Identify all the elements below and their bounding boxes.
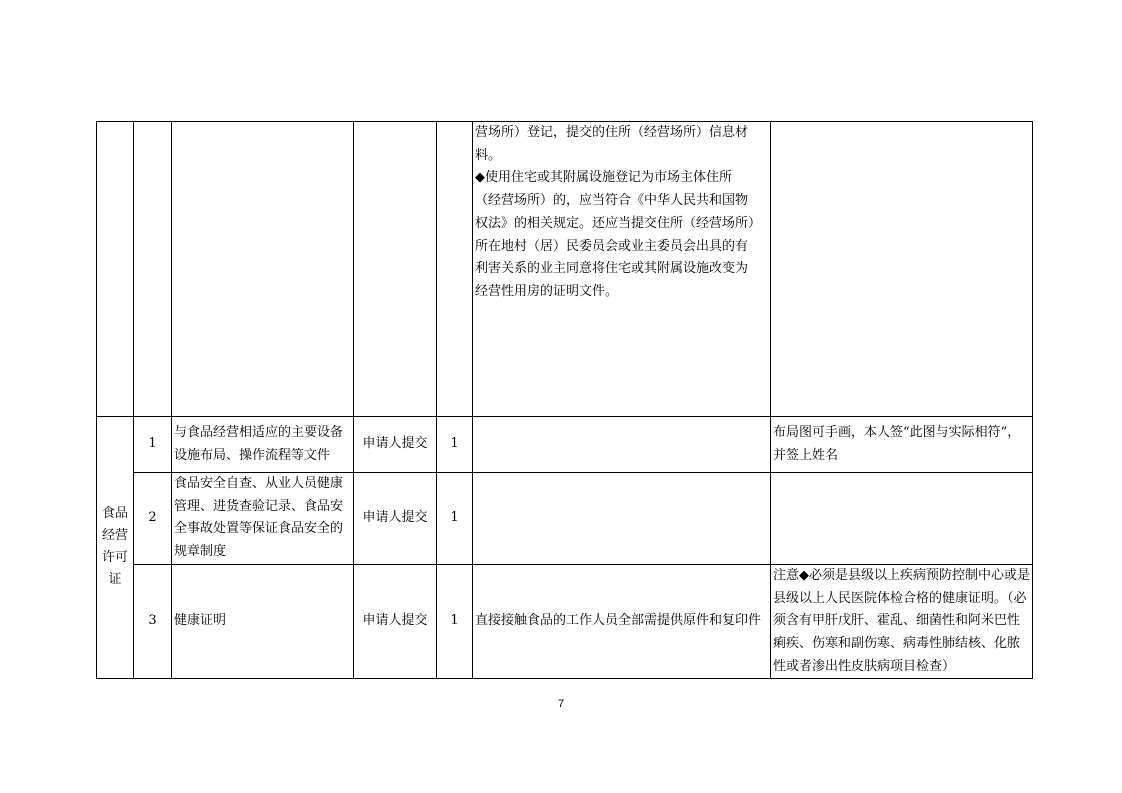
count-cell: 1 — [437, 473, 473, 565]
source-cell: 申请人提交 — [354, 564, 437, 679]
requirements-cell — [473, 417, 771, 473]
source-cell: 申请人提交 — [354, 417, 437, 473]
source-cell: 申请人提交 — [354, 473, 437, 565]
count-cell: 1 — [437, 417, 473, 473]
materials-table — [96, 121, 1033, 679]
table-row — [97, 564, 1033, 679]
number-cell — [134, 122, 172, 417]
category-label: 食品经营许可证 — [101, 506, 128, 588]
category-cell-empty — [97, 122, 134, 417]
page-number: 7 — [557, 698, 565, 710]
table-row — [97, 417, 1033, 473]
table-row-continued — [97, 122, 1033, 417]
source-cell — [354, 122, 437, 417]
category-cell — [97, 417, 134, 679]
remarks-cell: 布局图可手画，本人签“此图与实际相符”，并签上姓名 — [771, 417, 1033, 473]
number-cell: 1 — [134, 417, 172, 473]
remarks-cell: 注意◆必须是县级以上疾病预防控制中心或是县级以上人民医院体检合格的健康证明。（必须含有甲肝戊肝、霍乱、细菌性和阿米巴性痢疾、伤寒和副伤寒、病毒性肺结核、化脓性或者渗出性皮肤病项目检查） — [771, 564, 1033, 679]
requirements-cell: 直接接触食品的工作人员全部需提供原件和复印件 — [473, 564, 771, 679]
material-cell — [172, 122, 354, 417]
count-cell: 1 — [437, 564, 473, 679]
number-cell: 3 — [134, 564, 172, 679]
remarks-cell — [771, 122, 1033, 417]
material-cell: 食品安全自查、从业人员健康管理、进货查验记录、食品安全事故处置等保证食品安全的规章制度 — [172, 473, 354, 565]
material-cell: 健康证明 — [172, 564, 354, 679]
material-cell: 与食品经营相适应的主要设备设施布局、操作流程等文件 — [172, 417, 354, 473]
requirements-cell — [473, 122, 771, 417]
table-row — [97, 473, 1033, 565]
requirements-text: 营场所）登记，提交的住所（经营场所）信息材 料。 ◆使用住宅或其附属设施登记为市场主体住所 （经营场所）的，应当符合《中华人民共和国物 权法》的相关规定。还应当提交住所（经营场所） 所在地村（居）民委员会或业主委员会出具的有 利害关系的业主同意将住宅或其附属设施改变为 经营性用房的证明文件。 — [475, 125, 762, 299]
requirements-cell — [473, 473, 771, 565]
remarks-cell — [771, 473, 1033, 565]
count-cell — [437, 122, 473, 417]
number-cell: 2 — [134, 473, 172, 565]
